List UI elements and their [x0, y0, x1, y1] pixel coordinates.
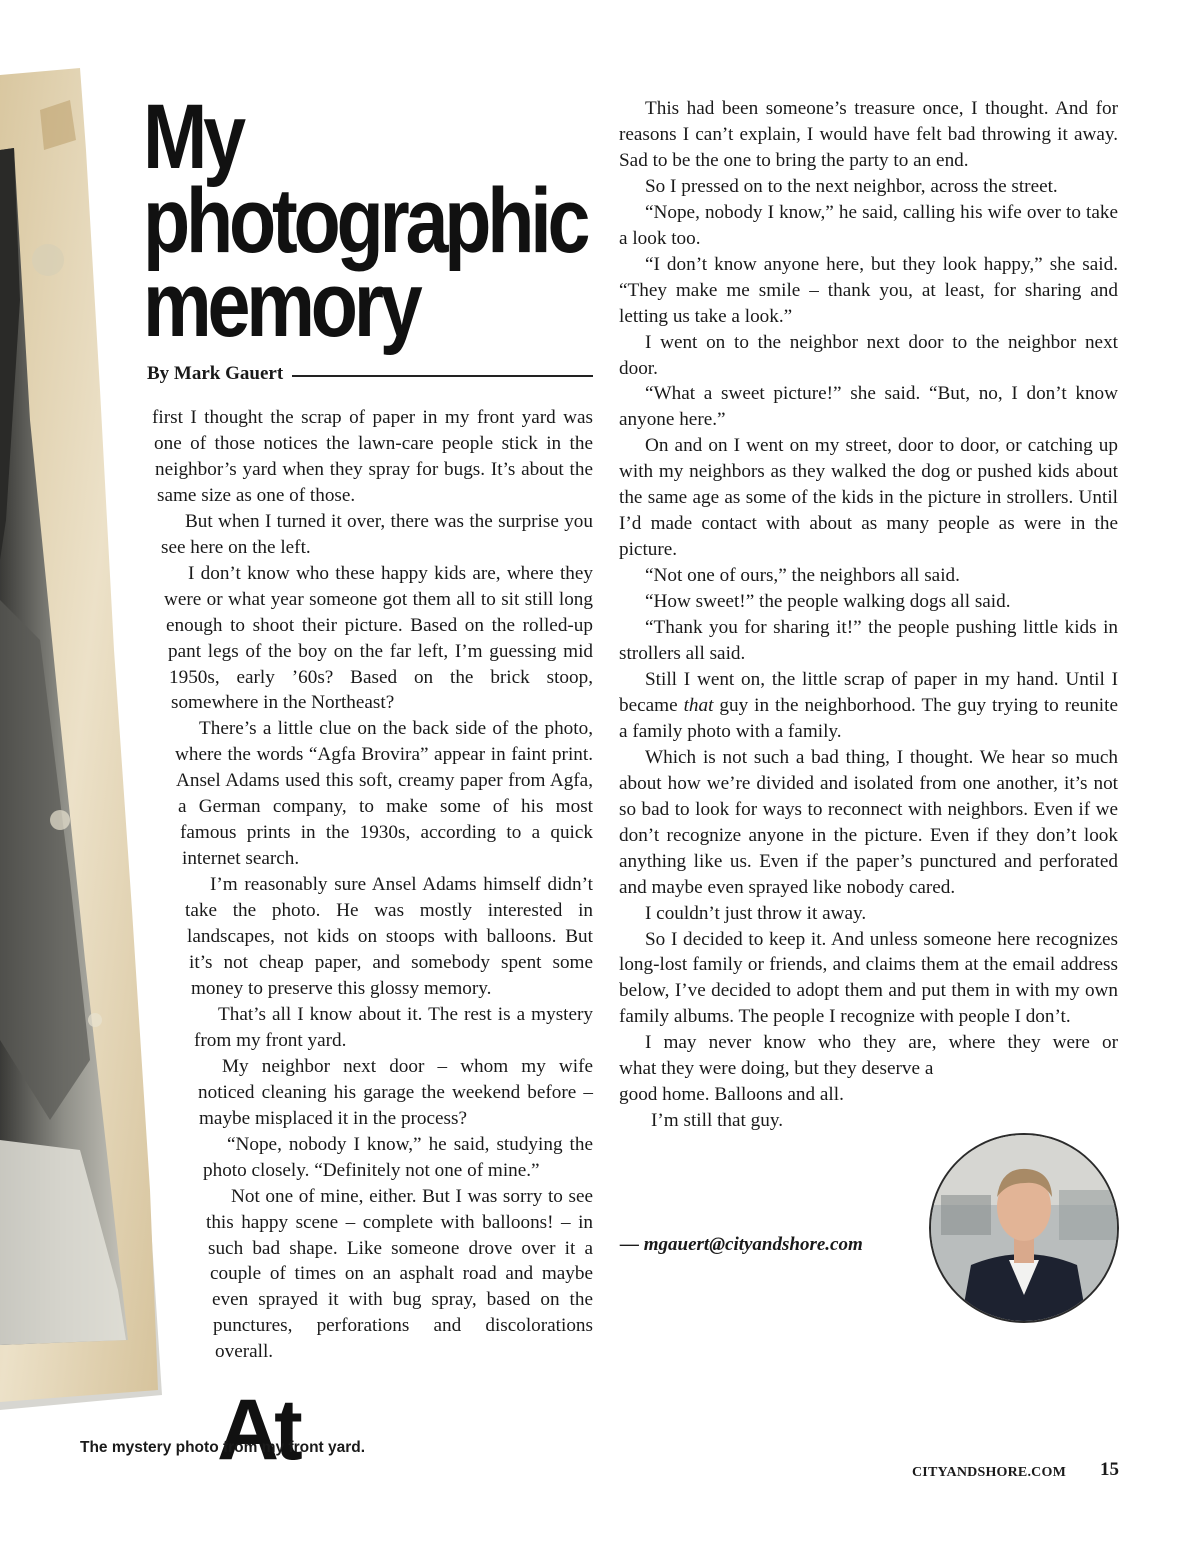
paragraph-20-b: guy in the neighborhood. The guy trying to reunite a family photo with a family. — [619, 694, 1118, 742]
layout-spacer — [150, 846, 180, 872]
paragraph-13: “I don’t know anyone here, but they look happy,” she said. “They make me smile – thank you, at least, for sharing and letting us take a look.” — [619, 253, 1118, 327]
paragraph-17: “Not one of ours,” the neighbors all said. — [645, 565, 960, 587]
photo-caption: The mystery photo from my front yard. — [80, 1439, 366, 1456]
layout-spacer — [150, 898, 184, 924]
layout-spacer — [150, 1131, 199, 1157]
paragraph-10: This had been someone’s treasure once, I thought. And for reasons I can’t explain, I would have felt bad throwing it away. Sad to be the one to bring the party to an end. — [619, 98, 1118, 171]
headline-line-2: photographic — [143, 170, 587, 272]
page-number: 15 — [1100, 1459, 1119, 1480]
paragraph-1: first I thought the scrap of paper in my front yard was one of those notices the lawn-care people stick in the neighbor’s yard when they spray for bugs. It’s about the same size as one of those. — [152, 407, 593, 506]
headline — [143, 86, 587, 356]
paragraph-20 — [619, 667, 1118, 745]
byline — [147, 360, 593, 388]
layout-spacer — [150, 1105, 198, 1131]
paragraph-15: “What a sweet picture!” she said. “But, no, I don’t know anyone here.” — [619, 383, 1118, 431]
layout-spacer — [150, 1028, 192, 1054]
author-email: — mgauert@cityandshore.com — [620, 1234, 863, 1255]
layout-spacer — [150, 664, 168, 690]
right-column — [619, 96, 1118, 1134]
closing-line-4: I’m still that guy. — [651, 1110, 783, 1132]
byline-rule — [292, 375, 593, 377]
paragraph-12: “Nope, nobody I know,” he said, calling his wife over to take a look too. — [619, 201, 1118, 249]
paragraph-19: “Thank you for sharing it!” the people pushing little kids in strollers all said. — [619, 617, 1118, 665]
paragraph-9: Not one of mine, either. But I was sorry to see this happy scene – complete with balloons! – in such bad shape. Like someone drove over it a couple of times on an asphalt road and maybe even sprayed it with bug spray, based on the punctures, perforations and discolorations overall. — [206, 1185, 593, 1363]
layout-spacer — [150, 1313, 212, 1339]
layout-spacer — [150, 1261, 208, 1287]
layout-spacer — [150, 1391, 217, 1417]
closing-line-3: good home. Balloons and all. — [619, 1084, 844, 1106]
paragraph-6: That’s all I know about it. The rest is a mystery from my front yard. — [194, 1003, 593, 1051]
layout-spacer — [150, 1365, 215, 1391]
layout-spacer — [150, 768, 175, 794]
layout-spacer — [150, 1053, 194, 1079]
paragraph-11: So I pressed on to the next neighbor, across the street. — [645, 175, 1058, 197]
closing-line-1: I may never know who they are, where they were or — [645, 1032, 1118, 1054]
layout-spacer — [150, 1209, 205, 1235]
paragraph-22: I couldn’t just throw it away. — [645, 902, 867, 924]
footer-site: CITYANDSHORE.COM — [912, 1465, 1066, 1480]
layout-spacer — [150, 1339, 213, 1365]
layout-spacer — [150, 950, 187, 976]
paragraph-3: I don’t know who these happy kids are, where they were or what year someone got them all to sit still long enough to shoot their picture. Based on the rolled-up pant legs of the boy on the far left, I’m guessing mid 1950s, early ’60s? Based on the brick stoop, somewhere in the Northeast? — [164, 562, 593, 714]
closing-line-2: what they were doing, but they deserve a — [619, 1058, 934, 1080]
layout-spacer — [150, 924, 185, 950]
dropcap: At — [217, 1381, 298, 1478]
layout-spacer — [150, 1287, 210, 1313]
layout-spacer — [150, 1002, 191, 1028]
paragraph-8: “Nope, nobody I know,” he said, studying the photo closely. “Definitely not one of mine.” — [203, 1133, 593, 1181]
closing-lines — [619, 1030, 1118, 1134]
paragraph-4: There’s a little clue on the back side of the photo, where the words “Agfa Brovira” appear in faint print. Ansel Adams used this soft, creamy paper from Agfa, a German company, to make some of his most famous prints in the 1930s, according to a quick internet search. — [175, 718, 593, 870]
layout-spacer — [150, 457, 154, 483]
paragraph-20-a: Still I went on, the little scrap of paper in my hand. Until I became — [619, 668, 1118, 716]
layout-spacer — [150, 1235, 206, 1261]
paragraph-20-italic: that — [683, 694, 714, 716]
paragraph-16: On and on I went on my street, door to door, or catching up with my neighbors as they walked the dog or pushed kids about the same age as some of the kids in the picture in strollers. Until I’d made contact with about as many people as were in the picture. — [619, 435, 1118, 561]
layout-spacer — [150, 405, 151, 431]
layout-spacer — [150, 613, 164, 639]
layout-spacer — [150, 1157, 201, 1183]
layout-spacer — [150, 431, 152, 457]
layout-spacer — [150, 976, 189, 1002]
layout-spacer — [150, 872, 182, 898]
author-portrait — [929, 1133, 1119, 1323]
layout-spacer — [150, 535, 159, 561]
paragraph-14: I went on to the neighbor next door to the neighbor next door. — [619, 331, 1118, 379]
byline-author: By Mark Gauert — [147, 363, 284, 384]
paragraph-7: My neighbor next door – whom my wife noticed cleaning his garage the weekend before – maybe misplaced it in the process? — [198, 1055, 593, 1129]
layout-spacer — [150, 742, 173, 768]
layout-spacer — [150, 638, 166, 664]
layout-spacer — [150, 509, 157, 535]
layout-spacer — [150, 1079, 196, 1105]
layout-spacer — [150, 794, 176, 820]
headline-line-1: My — [143, 86, 242, 188]
paragraph-21: Which is not such a bad thing, I thought. We hear so much about how we’re divided and isolated from one another, it’s not so bad to look for ways to reconnect with neighbors. Even if we don’t recognize anyone in the picture. Even if they don’t look anything like us. Even if the paper’s punctured and perforated and maybe even sprayed like nobody cared. — [619, 746, 1118, 898]
paragraph-2: But when I turned it over, there was the surprise you see here on the left. — [161, 510, 593, 558]
layout-spacer — [150, 1183, 203, 1209]
paragraph-5: I’m reasonably sure Ansel Adams himself didn’t take the photo. He was mostly interested in landscapes, not kids on stoops with balloons. But it’s not cheap paper, and somebody spent some money to preserve this glossy memory. — [185, 874, 593, 999]
layout-spacer — [150, 820, 178, 846]
left-column — [150, 405, 593, 1478]
headline-line-3: memory — [143, 254, 419, 356]
layout-spacer — [150, 690, 169, 716]
layout-spacer — [150, 483, 155, 509]
layout-spacer — [150, 716, 171, 742]
layout-spacer — [150, 561, 161, 587]
paragraph-18: “How sweet!” the people walking dogs all said. — [645, 591, 1011, 613]
layout-spacer — [150, 587, 162, 613]
paragraph-23: So I decided to keep it. And unless someone here recognizes long-lost family or friends, and claims them at the email address below, I’ve decided to adopt them and put them in with my own family albums. The people I recognize with people I don’t. — [619, 928, 1118, 1028]
